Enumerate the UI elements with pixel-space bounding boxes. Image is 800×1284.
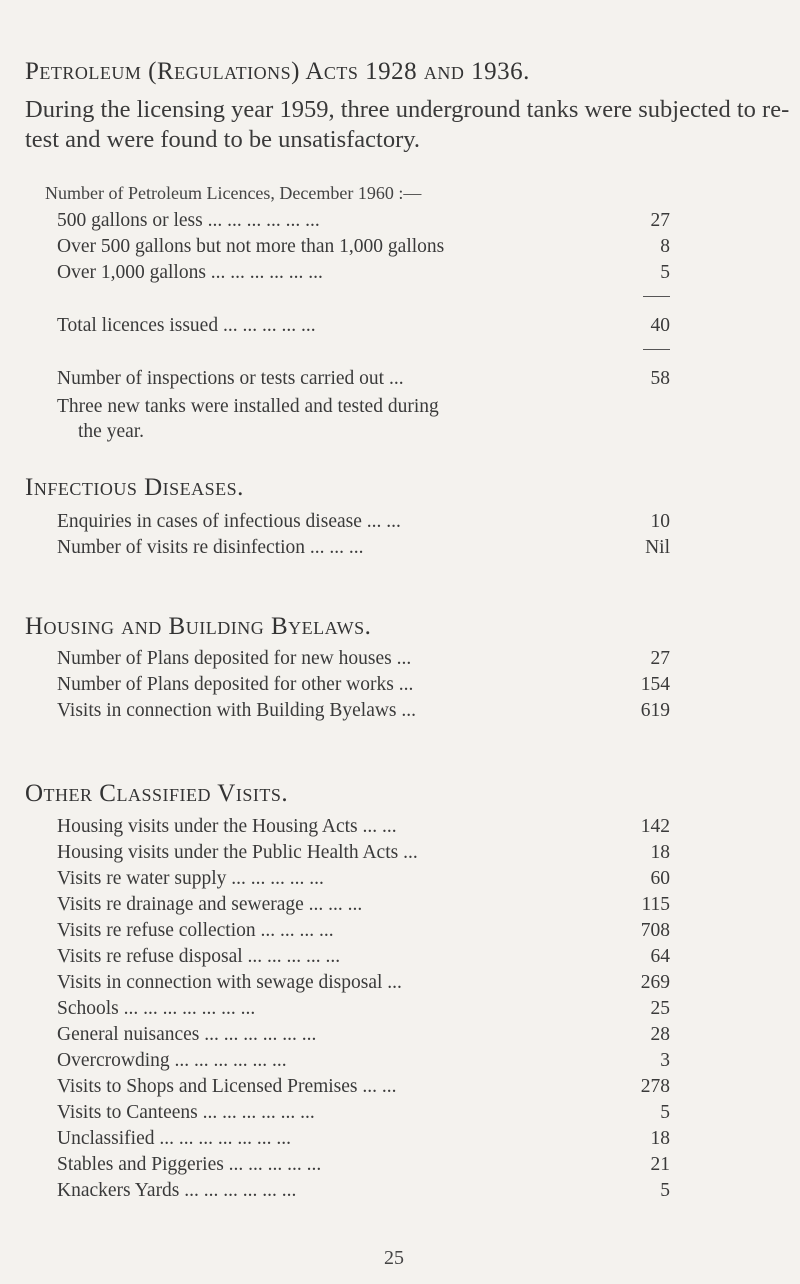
row-label: Over 1,000 gallons ... ... ... ... ... ... (57, 262, 323, 283)
table-row (57, 972, 670, 998)
row-label: Schools ... ... ... ... ... ... ... (57, 998, 256, 1019)
row-label: Visits re refuse disposal ... ... ... ... ... (57, 946, 341, 967)
row-label: Visits in connection with sewage disposal ... (57, 972, 402, 993)
row-value: 3 (660, 1050, 670, 1071)
row-label: Number of inspections or tests carried out ... (57, 368, 404, 389)
table-row (57, 674, 670, 700)
other-visits-heading: Other Classified Visits. (25, 780, 289, 807)
row-label: Knackers Yards ... ... ... ... ... ... (57, 1180, 297, 1201)
row-label: Visits re water supply ... ... ... ... ... (57, 868, 324, 889)
row-label: Stables and Piggeries ... ... ... ... ... (57, 1154, 322, 1175)
new-tanks-note-cont: the year. (78, 421, 145, 442)
table-row (57, 1180, 670, 1206)
row-label: Number of visits re disinfection ... ... ... (57, 537, 364, 558)
row-value: 278 (640, 1076, 670, 1097)
row-value: 64 (650, 946, 670, 967)
row-label: Over 500 gallons but not more than 1,000 gallons (57, 236, 445, 257)
table-row (57, 1128, 670, 1154)
row-value: 154 (640, 674, 670, 695)
row-value: 27 (650, 648, 670, 669)
row-value: 5 (660, 262, 670, 283)
row-value: 18 (650, 842, 670, 863)
row-label: Visits to Canteens ... ... ... ... ... ... (57, 1102, 315, 1123)
table-row (57, 1102, 670, 1128)
licence-row (57, 262, 670, 288)
row-label: Housing visits under the Housing Acts ... ... (57, 816, 397, 837)
table-row (57, 1024, 670, 1050)
licence-row (57, 210, 670, 236)
row-label: Number of Plans deposited for new houses ... (57, 648, 412, 669)
table-row (57, 537, 670, 563)
row-label: 500 gallons or less ... ... ... ... ... ... (57, 210, 320, 231)
row-value: 142 (640, 816, 670, 837)
row-value: 115 (641, 894, 670, 915)
row-label: Enquiries in cases of infectious disease ... ... (57, 511, 401, 532)
table-row (57, 868, 670, 894)
total-row (57, 315, 670, 341)
row-value: 28 (650, 1024, 670, 1045)
table-row (57, 700, 670, 726)
row-value: 619 (640, 700, 670, 721)
row-value: 269 (640, 972, 670, 993)
row-value: 25 (650, 998, 670, 1019)
table-row (57, 842, 670, 868)
infectious-heading: Infectious Diseases. (25, 474, 244, 501)
row-value: 40 (650, 315, 670, 336)
table-row (57, 1050, 670, 1076)
row-label: Visits re drainage and sewerage ... ... ... (57, 894, 363, 915)
table-row (57, 1076, 670, 1102)
row-label: Housing visits under the Public Health Acts ... (57, 842, 418, 863)
row-value: 27 (650, 210, 670, 231)
row-value: 708 (640, 920, 670, 941)
row-value: 58 (650, 368, 670, 389)
row-value: 5 (660, 1180, 670, 1201)
row-label: General nuisances ... ... ... ... ... ... (57, 1024, 317, 1045)
table-row (57, 894, 670, 920)
petroleum-intro: During the licensing year 1959, three underground tanks were subjected to re-test and were found to be unsatisfactory. (25, 96, 790, 153)
row-label: Number of Plans deposited for other works ... (57, 674, 414, 695)
table-row (57, 998, 670, 1024)
row-label: Total licences issued ... ... ... ... ... (57, 315, 316, 336)
row-value: 21 (650, 1154, 670, 1175)
row-label: Visits in connection with Building Byelaws ... (57, 700, 417, 721)
sum-rule (643, 296, 670, 297)
row-label: Overcrowding ... ... ... ... ... ... (57, 1050, 287, 1071)
inspections-row (57, 368, 670, 394)
row-label: Visits to Shops and Licensed Premises ... ... (57, 1076, 397, 1097)
petroleum-heading: Petroleum (Regulations) Acts 1928 and 1936. (25, 58, 530, 85)
row-label: Unclassified ... ... ... ... ... ... ... (57, 1128, 291, 1149)
row-value: Nil (645, 537, 670, 558)
licence-row (57, 236, 670, 262)
row-value: 5 (660, 1102, 670, 1123)
housing-heading: Housing and Building Byelaws. (25, 613, 372, 640)
row-value: 10 (650, 511, 670, 532)
table-row (57, 511, 670, 537)
row-value: 8 (660, 236, 670, 257)
row-value: 18 (650, 1128, 670, 1149)
licences-caption: Number of Petroleum Licences, December 1960 :— (45, 183, 422, 203)
table-row (57, 648, 670, 674)
total-rule (643, 349, 670, 350)
table-row (57, 816, 670, 842)
row-label: Visits re refuse collection ... ... ... ... (57, 920, 334, 941)
row-value: 60 (650, 868, 670, 889)
new-tanks-note: Three new tanks were installed and tested during (57, 396, 439, 417)
page-number: 25 (384, 1247, 404, 1269)
table-row (57, 1154, 670, 1180)
table-row (57, 920, 670, 946)
table-row (57, 946, 670, 972)
